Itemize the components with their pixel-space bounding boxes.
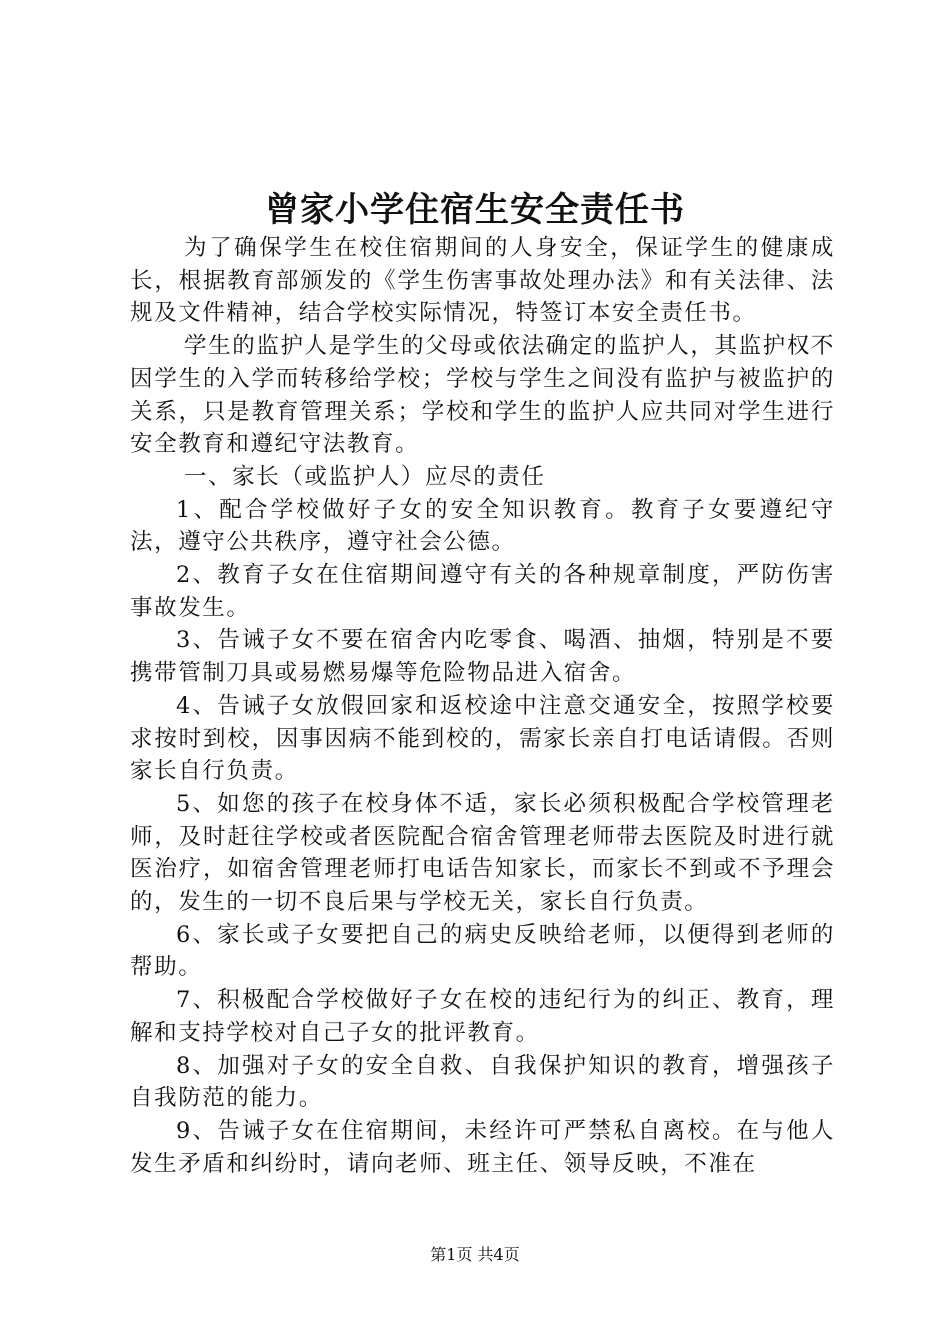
guardian-paragraph: 学生的监护人是学生的父母或依法确定的监护人，其监护权不因学生的入学而转移给学校；学校与学生之间没有监护与被监护的关系，只是教育管理关系；学校和学生的监护人应共同对学生进行安全教育和遵纪守法教育。 [130, 333, 835, 458]
document-body [130, 232, 835, 1180]
list-item: 5、如您的孩子在校身体不适，家长必须积极配合学校管理老师，及时赶往学校或者医院配合宿舍管理老师带去医院及时进行就医治疗，如宿舍管理老师打电话告知家长，而家长不到或不予理会的，发生的一切不良后果与学校无关，家长自行负责。 [130, 790, 835, 916]
list-item: 9、告诫子女在住宿期间，未经许可严禁私自离校。在与他人发生矛盾和纠纷时，请向老师、班主任、领导反映，不准在 [130, 1117, 835, 1177]
page-footer: 第1页 共4页 [430, 1245, 520, 1264]
list-item: 2、教育子女在住宿期间遵守有关的各种规章制度，严防伤害事故发生。 [130, 562, 835, 621]
document-title: 曾家小学住宿生安全责任书 [265, 190, 685, 230]
list-item: 7、积极配合学校做好子女在校的违纪行为的纠正、教育，理解和支持学校对自己子女的批评教育。 [130, 987, 835, 1046]
list-item: 6、家长或子女要把自己的病史反映给老师，以便得到老师的帮助。 [130, 921, 835, 981]
list-item: 8、加强对子女的安全自救、自我保护知识的教育，增强孩子自我防范的能力。 [130, 1052, 835, 1112]
intro-paragraph: 为了确保学生在校住宿期间的人身安全，保证学生的健康成长，根据教育部颁发的《学生伤害事故处理办法》和有关法律、法规及文件精神，结合学校实际情况，特签订本安全责任书。 [130, 235, 835, 327]
list-item: 1、配合学校做好子女的安全知识教育。教育子女要遵纪守法，遵守公共秩序，遵守社会公德。 [130, 496, 835, 556]
list-item: 4、告诫子女放假回家和返校途中注意交通安全，按照学校要求按时到校，因事因病不能到校的，需家长亲自打电话请假。否则家长自行负责。 [130, 692, 835, 785]
list-item: 3、告诫子女不要在宿舍内吃零食、喝酒、抽烟，特别是不要携带管制刀具或易燃易爆等危险物品进入宿舍。 [130, 627, 835, 687]
section-heading: 一、家长（或监护人）应尽的责任 [184, 463, 546, 490]
